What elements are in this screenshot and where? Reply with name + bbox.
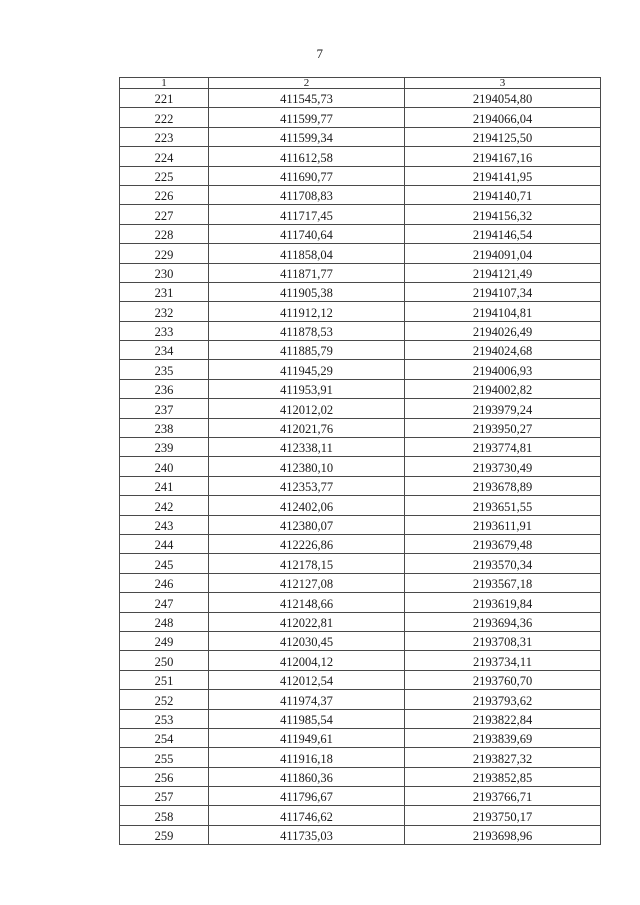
cell-y-coordinate: 2193570,34 <box>405 554 601 573</box>
cell-point-number: 235 <box>120 360 209 379</box>
cell-point-number: 255 <box>120 748 209 767</box>
cell-x-coordinate: 411974,37 <box>209 690 405 709</box>
cell-point-number: 253 <box>120 709 209 728</box>
table-row <box>120 534 601 553</box>
cell-point-number: 256 <box>120 767 209 786</box>
cell-x-coordinate: 411860,36 <box>209 767 405 786</box>
cell-y-coordinate: 2194006,93 <box>405 360 601 379</box>
table-row <box>120 321 601 340</box>
table-row <box>120 767 601 786</box>
cell-y-coordinate: 2193774,81 <box>405 438 601 457</box>
cell-x-coordinate: 412012,02 <box>209 399 405 418</box>
cell-point-number: 223 <box>120 127 209 146</box>
coordinates-table <box>119 77 601 845</box>
cell-point-number: 230 <box>120 263 209 282</box>
table-row <box>120 166 601 185</box>
cell-x-coordinate: 412148,66 <box>209 593 405 612</box>
table-row <box>120 418 601 437</box>
cell-y-coordinate: 2193750,17 <box>405 806 601 825</box>
cell-point-number: 224 <box>120 147 209 166</box>
cell-y-coordinate: 2193760,70 <box>405 670 601 689</box>
cell-y-coordinate: 2194054,80 <box>405 89 601 108</box>
table-row <box>120 631 601 650</box>
cell-point-number: 242 <box>120 496 209 515</box>
column-header-number: 1 <box>120 78 209 89</box>
table-header-row <box>120 78 601 89</box>
cell-point-number: 227 <box>120 205 209 224</box>
cell-y-coordinate: 2193950,27 <box>405 418 601 437</box>
cell-point-number: 247 <box>120 593 209 612</box>
table-row <box>120 593 601 612</box>
table-row <box>120 108 601 127</box>
cell-point-number: 250 <box>120 651 209 670</box>
cell-y-coordinate: 2194066,04 <box>405 108 601 127</box>
cell-x-coordinate: 411953,91 <box>209 379 405 398</box>
cell-y-coordinate: 2193734,11 <box>405 651 601 670</box>
cell-x-coordinate: 412226,86 <box>209 534 405 553</box>
cell-x-coordinate: 411858,04 <box>209 244 405 263</box>
table-row <box>120 302 601 321</box>
cell-y-coordinate: 2194167,16 <box>405 147 601 166</box>
cell-y-coordinate: 2193567,18 <box>405 573 601 592</box>
cell-y-coordinate: 2194140,71 <box>405 185 601 204</box>
cell-y-coordinate: 2194091,04 <box>405 244 601 263</box>
cell-point-number: 244 <box>120 534 209 553</box>
table-row <box>120 341 601 360</box>
table-row <box>120 476 601 495</box>
cell-x-coordinate: 411612,58 <box>209 147 405 166</box>
cell-x-coordinate: 411740,64 <box>209 224 405 243</box>
cell-y-coordinate: 2193822,84 <box>405 709 601 728</box>
table-row <box>120 89 601 108</box>
cell-x-coordinate: 412338,11 <box>209 438 405 457</box>
table-row <box>120 573 601 592</box>
cell-x-coordinate: 411985,54 <box>209 709 405 728</box>
column-header-x: 2 <box>209 78 405 89</box>
table-row <box>120 282 601 301</box>
table-row <box>120 554 601 573</box>
table-row <box>120 244 601 263</box>
table-row <box>120 205 601 224</box>
table-row <box>120 185 601 204</box>
cell-x-coordinate: 412380,10 <box>209 457 405 476</box>
table-row <box>120 438 601 457</box>
cell-y-coordinate: 2194024,68 <box>405 341 601 360</box>
cell-y-coordinate: 2193730,49 <box>405 457 601 476</box>
cell-y-coordinate: 2193827,32 <box>405 748 601 767</box>
cell-y-coordinate: 2194156,32 <box>405 205 601 224</box>
cell-x-coordinate: 412012,54 <box>209 670 405 689</box>
cell-point-number: 239 <box>120 438 209 457</box>
table-row <box>120 748 601 767</box>
cell-point-number: 233 <box>120 321 209 340</box>
cell-y-coordinate: 2193694,36 <box>405 612 601 631</box>
cell-x-coordinate: 411905,38 <box>209 282 405 301</box>
cell-x-coordinate: 411690,77 <box>209 166 405 185</box>
cell-y-coordinate: 2194026,49 <box>405 321 601 340</box>
cell-x-coordinate: 412353,77 <box>209 476 405 495</box>
cell-point-number: 229 <box>120 244 209 263</box>
cell-point-number: 240 <box>120 457 209 476</box>
cell-y-coordinate: 2194121,49 <box>405 263 601 282</box>
cell-x-coordinate: 411599,77 <box>209 108 405 127</box>
cell-y-coordinate: 2193793,62 <box>405 690 601 709</box>
table-row <box>120 457 601 476</box>
cell-y-coordinate: 2193852,85 <box>405 767 601 786</box>
cell-y-coordinate: 2194104,81 <box>405 302 601 321</box>
cell-point-number: 226 <box>120 185 209 204</box>
cell-x-coordinate: 411796,67 <box>209 787 405 806</box>
cell-y-coordinate: 2193679,48 <box>405 534 601 553</box>
cell-point-number: 257 <box>120 787 209 806</box>
cell-point-number: 243 <box>120 515 209 534</box>
table-row <box>120 496 601 515</box>
cell-x-coordinate: 411708,83 <box>209 185 405 204</box>
table-row <box>120 787 601 806</box>
cell-y-coordinate: 2193651,55 <box>405 496 601 515</box>
column-header-y: 3 <box>405 78 601 89</box>
cell-point-number: 248 <box>120 612 209 631</box>
cell-point-number: 251 <box>120 670 209 689</box>
table-row <box>120 690 601 709</box>
table-row <box>120 515 601 534</box>
cell-point-number: 241 <box>120 476 209 495</box>
table-row <box>120 263 601 282</box>
cell-point-number: 222 <box>120 108 209 127</box>
cell-point-number: 221 <box>120 89 209 108</box>
cell-x-coordinate: 411717,45 <box>209 205 405 224</box>
table-row <box>120 612 601 631</box>
cell-y-coordinate: 2193619,84 <box>405 593 601 612</box>
table-row <box>120 806 601 825</box>
table-row <box>120 147 601 166</box>
cell-x-coordinate: 411871,77 <box>209 263 405 282</box>
cell-x-coordinate: 412004,12 <box>209 651 405 670</box>
cell-point-number: 259 <box>120 825 209 844</box>
cell-y-coordinate: 2194141,95 <box>405 166 601 185</box>
cell-y-coordinate: 2193698,96 <box>405 825 601 844</box>
table-row <box>120 127 601 146</box>
cell-x-coordinate: 412380,07 <box>209 515 405 534</box>
cell-point-number: 246 <box>120 573 209 592</box>
cell-point-number: 258 <box>120 806 209 825</box>
cell-y-coordinate: 2194107,34 <box>405 282 601 301</box>
cell-x-coordinate: 412402,06 <box>209 496 405 515</box>
cell-x-coordinate: 411912,12 <box>209 302 405 321</box>
cell-x-coordinate: 411885,79 <box>209 341 405 360</box>
cell-x-coordinate: 411599,34 <box>209 127 405 146</box>
cell-y-coordinate: 2193708,31 <box>405 631 601 650</box>
table-row <box>120 651 601 670</box>
cell-point-number: 252 <box>120 690 209 709</box>
cell-x-coordinate: 412030,45 <box>209 631 405 650</box>
cell-y-coordinate: 2194002,82 <box>405 379 601 398</box>
cell-x-coordinate: 411735,03 <box>209 825 405 844</box>
cell-point-number: 228 <box>120 224 209 243</box>
table-row <box>120 728 601 747</box>
table-row <box>120 224 601 243</box>
cell-x-coordinate: 412178,15 <box>209 554 405 573</box>
cell-y-coordinate: 2193678,89 <box>405 476 601 495</box>
cell-x-coordinate: 412022,81 <box>209 612 405 631</box>
cell-y-coordinate: 2193766,71 <box>405 787 601 806</box>
cell-point-number: 234 <box>120 341 209 360</box>
cell-y-coordinate: 2193839,69 <box>405 728 601 747</box>
cell-point-number: 245 <box>120 554 209 573</box>
cell-point-number: 254 <box>120 728 209 747</box>
cell-x-coordinate: 412127,08 <box>209 573 405 592</box>
cell-y-coordinate: 2194125,50 <box>405 127 601 146</box>
cell-x-coordinate: 411545,73 <box>209 89 405 108</box>
table-row <box>120 360 601 379</box>
cell-x-coordinate: 411746,62 <box>209 806 405 825</box>
cell-x-coordinate: 411945,29 <box>209 360 405 379</box>
cell-point-number: 249 <box>120 631 209 650</box>
table-row <box>120 670 601 689</box>
cell-x-coordinate: 411949,61 <box>209 728 405 747</box>
cell-y-coordinate: 2193611,91 <box>405 515 601 534</box>
cell-point-number: 232 <box>120 302 209 321</box>
cell-x-coordinate: 411916,18 <box>209 748 405 767</box>
cell-point-number: 237 <box>120 399 209 418</box>
cell-point-number: 231 <box>120 282 209 301</box>
cell-y-coordinate: 2193979,24 <box>405 399 601 418</box>
cell-x-coordinate: 411878,53 <box>209 321 405 340</box>
table-body <box>120 89 601 845</box>
cell-y-coordinate: 2194146,54 <box>405 224 601 243</box>
table-row <box>120 825 601 844</box>
cell-point-number: 236 <box>120 379 209 398</box>
cell-x-coordinate: 412021,76 <box>209 418 405 437</box>
page-number: 7 <box>316 46 324 61</box>
table-row <box>120 709 601 728</box>
cell-point-number: 225 <box>120 166 209 185</box>
table-row <box>120 379 601 398</box>
table-row <box>120 399 601 418</box>
cell-point-number: 238 <box>120 418 209 437</box>
